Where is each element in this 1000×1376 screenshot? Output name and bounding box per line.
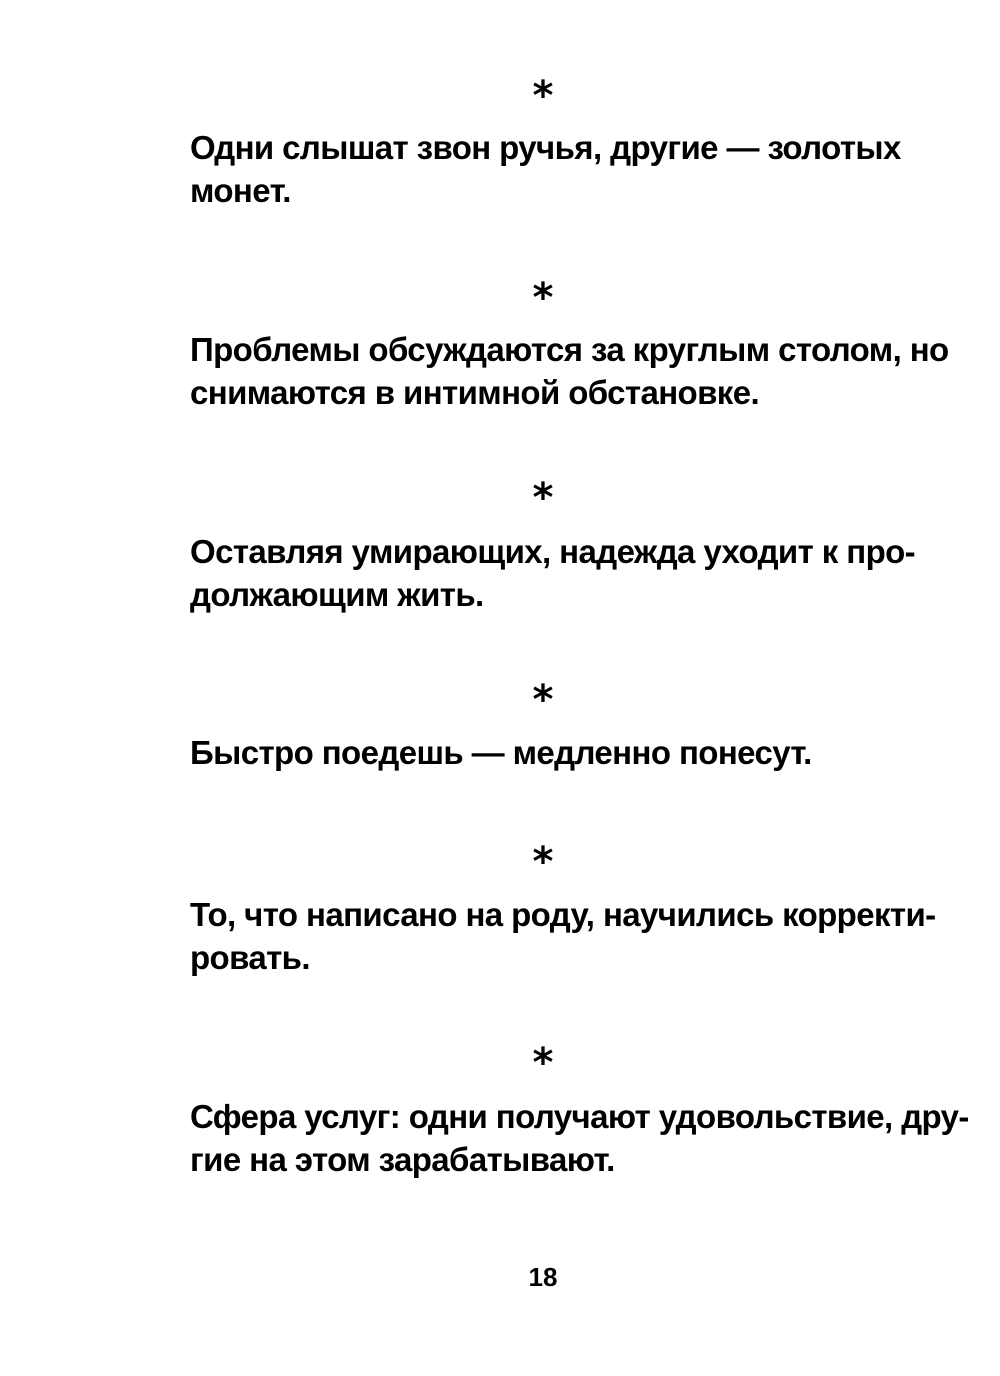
aphorism-line: ровать. bbox=[190, 939, 310, 976]
aphorism-3 bbox=[190, 530, 916, 616]
section-separator: * bbox=[532, 73, 554, 119]
aphorism-line: должающим жить. bbox=[190, 576, 484, 613]
page-number: 18 bbox=[528, 1262, 558, 1292]
section-separator: * bbox=[532, 475, 554, 521]
section-separator: * bbox=[532, 839, 554, 885]
aphorism-line: монет. bbox=[190, 172, 291, 209]
section-separator: * bbox=[532, 677, 554, 723]
aphorism-line: Быстро поедешь — медленно понесут. bbox=[190, 734, 812, 771]
aphorism-2 bbox=[190, 328, 949, 414]
aphorism-1 bbox=[190, 126, 901, 212]
section-separator: * bbox=[532, 275, 554, 321]
aphorism-line: Сфера услуг: одни получают удовольствие, дру- bbox=[190, 1098, 969, 1135]
aphorism-5 bbox=[190, 893, 936, 979]
aphorism-line: То, что написано на роду, научились корректи- bbox=[190, 896, 936, 933]
aphorism-line: снимаются в интимной обстановке. bbox=[190, 374, 760, 411]
aphorism-line: Оставляя умирающих, надежда уходит к про- bbox=[190, 533, 916, 570]
section-separator: * bbox=[532, 1040, 554, 1086]
aphorism-4 bbox=[190, 731, 896, 774]
aphorism-line: Проблемы обсуждаются за круглым столом, но bbox=[190, 331, 949, 368]
aphorism-line: гие на этом зарабатывают. bbox=[190, 1141, 615, 1178]
aphorism-line: Одни слышат звон ручья, другие — золотых bbox=[190, 129, 901, 166]
aphorism-6 bbox=[190, 1095, 969, 1181]
